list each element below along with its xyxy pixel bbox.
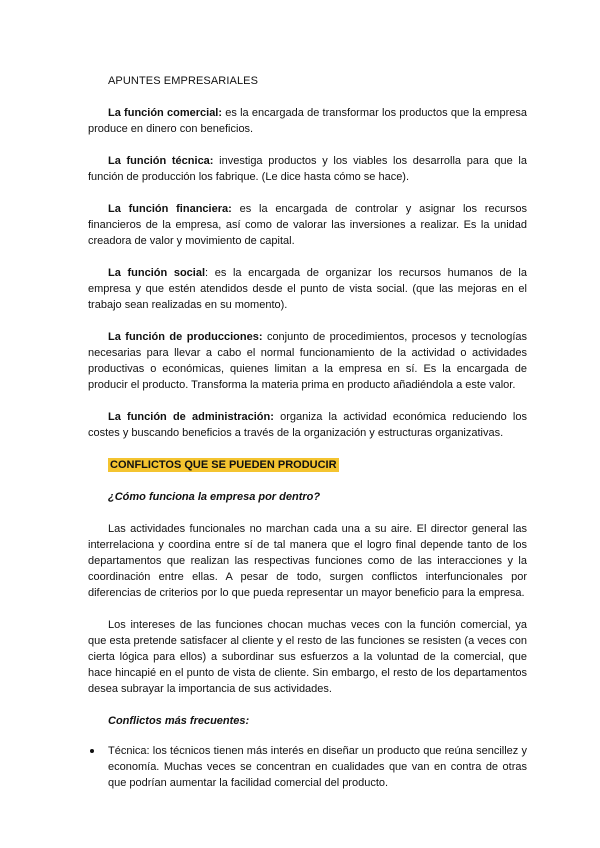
function-paragraph-comercial <box>88 105 527 137</box>
function-term: La función financiera: <box>108 203 232 215</box>
bullet-icon <box>90 749 94 753</box>
document-content <box>88 73 527 791</box>
function-text: investiga productos y los viables los desarrolla para que la función de producción los fabrique. (Le dice hasta cómo se hace). <box>88 155 527 183</box>
function-text: organiza la actividad económica reduciendo los costes y buscando beneficios a través de la organización y estructuras organizativas. <box>88 411 527 439</box>
section-heading: CONFLICTOS QUE SE PUEDEN PRODUCIR <box>110 459 337 471</box>
function-paragraph-social <box>88 265 527 313</box>
section-heading-container <box>108 457 527 473</box>
function-paragraph-administracion <box>88 409 527 441</box>
body-paragraph: Las actividades funcionales no marchan cada una a su aire. El director general las interrelaciona y coordina entre sí de tal manera que el logro final depende tanto de los departamentos que realizan las respectivas funciones como de las interacciones y la coordinación entre ellas. A pesar de todo, surgen conflictos interfuncionales por diferencias de criterios por lo que pueda representar un mayor beneficio para la empresa. <box>88 523 527 599</box>
function-paragraph-financiera <box>88 201 527 249</box>
function-term: La función de administración: <box>108 411 274 423</box>
bullet-list <box>88 743 527 791</box>
function-term: La función técnica: <box>108 155 214 167</box>
function-paragraph-producciones <box>88 329 527 393</box>
list-item-text: Técnica: los técnicos tienen más interés en diseñar un producto que reúna sencillez y economía. Muchas veces se concentran en cualidades que van en contra de otras que podrían aumentar la facilidad comercial del producto. <box>108 745 527 789</box>
function-text: es la encargada de transformar los productos que la empresa produce en dinero con beneficios. <box>88 107 527 135</box>
function-text: es la encargada de controlar y asignar los recursos financieros de la empresa, así como de valorar las inversiones a realizar. Es la unidad creadora de valor y movimiento de capital. <box>88 203 527 247</box>
subheading: Conflictos más frecuentes: <box>108 715 250 727</box>
function-term: La función de producciones: <box>108 331 263 343</box>
list-item <box>88 743 527 791</box>
function-paragraph-tecnica <box>88 153 527 185</box>
function-text: : es la encargada de organizar los recursos humanos de la empresa y que estén atendidos desde el punto de vista social. (que las mejoras en el trabajo sean realizadas en su momento). <box>88 267 527 311</box>
document-title: APUNTES EMPRESARIALES <box>108 75 259 87</box>
section-question: ¿Cómo funciona la empresa por dentro? <box>108 491 321 503</box>
function-term: La función social <box>108 267 206 279</box>
function-text: conjunto de procedimientos, procesos y tecnologías necesarias para llevar a cabo el normal funcionamiento de la actividad o actividades productivas o económicas, quienes limitan a la empresa en sí. Es la encargada de producir el producto. Transforma la materia prima en producto añadiéndola a este valor. <box>88 331 527 391</box>
function-term: La función comercial: <box>108 107 223 119</box>
body-paragraph: Los intereses de las funciones chocan muchas veces con la función comercial, ya que esta pretende satisfacer al cliente y el resto de las funciones se resisten (a veces con cierta lógica para ellos) a subordinar sus esfuerzos a la voluntad de la comercial, que hace hincapié en el punto de vista de cliente. Sin embargo, el resto de los departamentos desea subrayar la importancia de sus actividades. <box>88 619 527 695</box>
